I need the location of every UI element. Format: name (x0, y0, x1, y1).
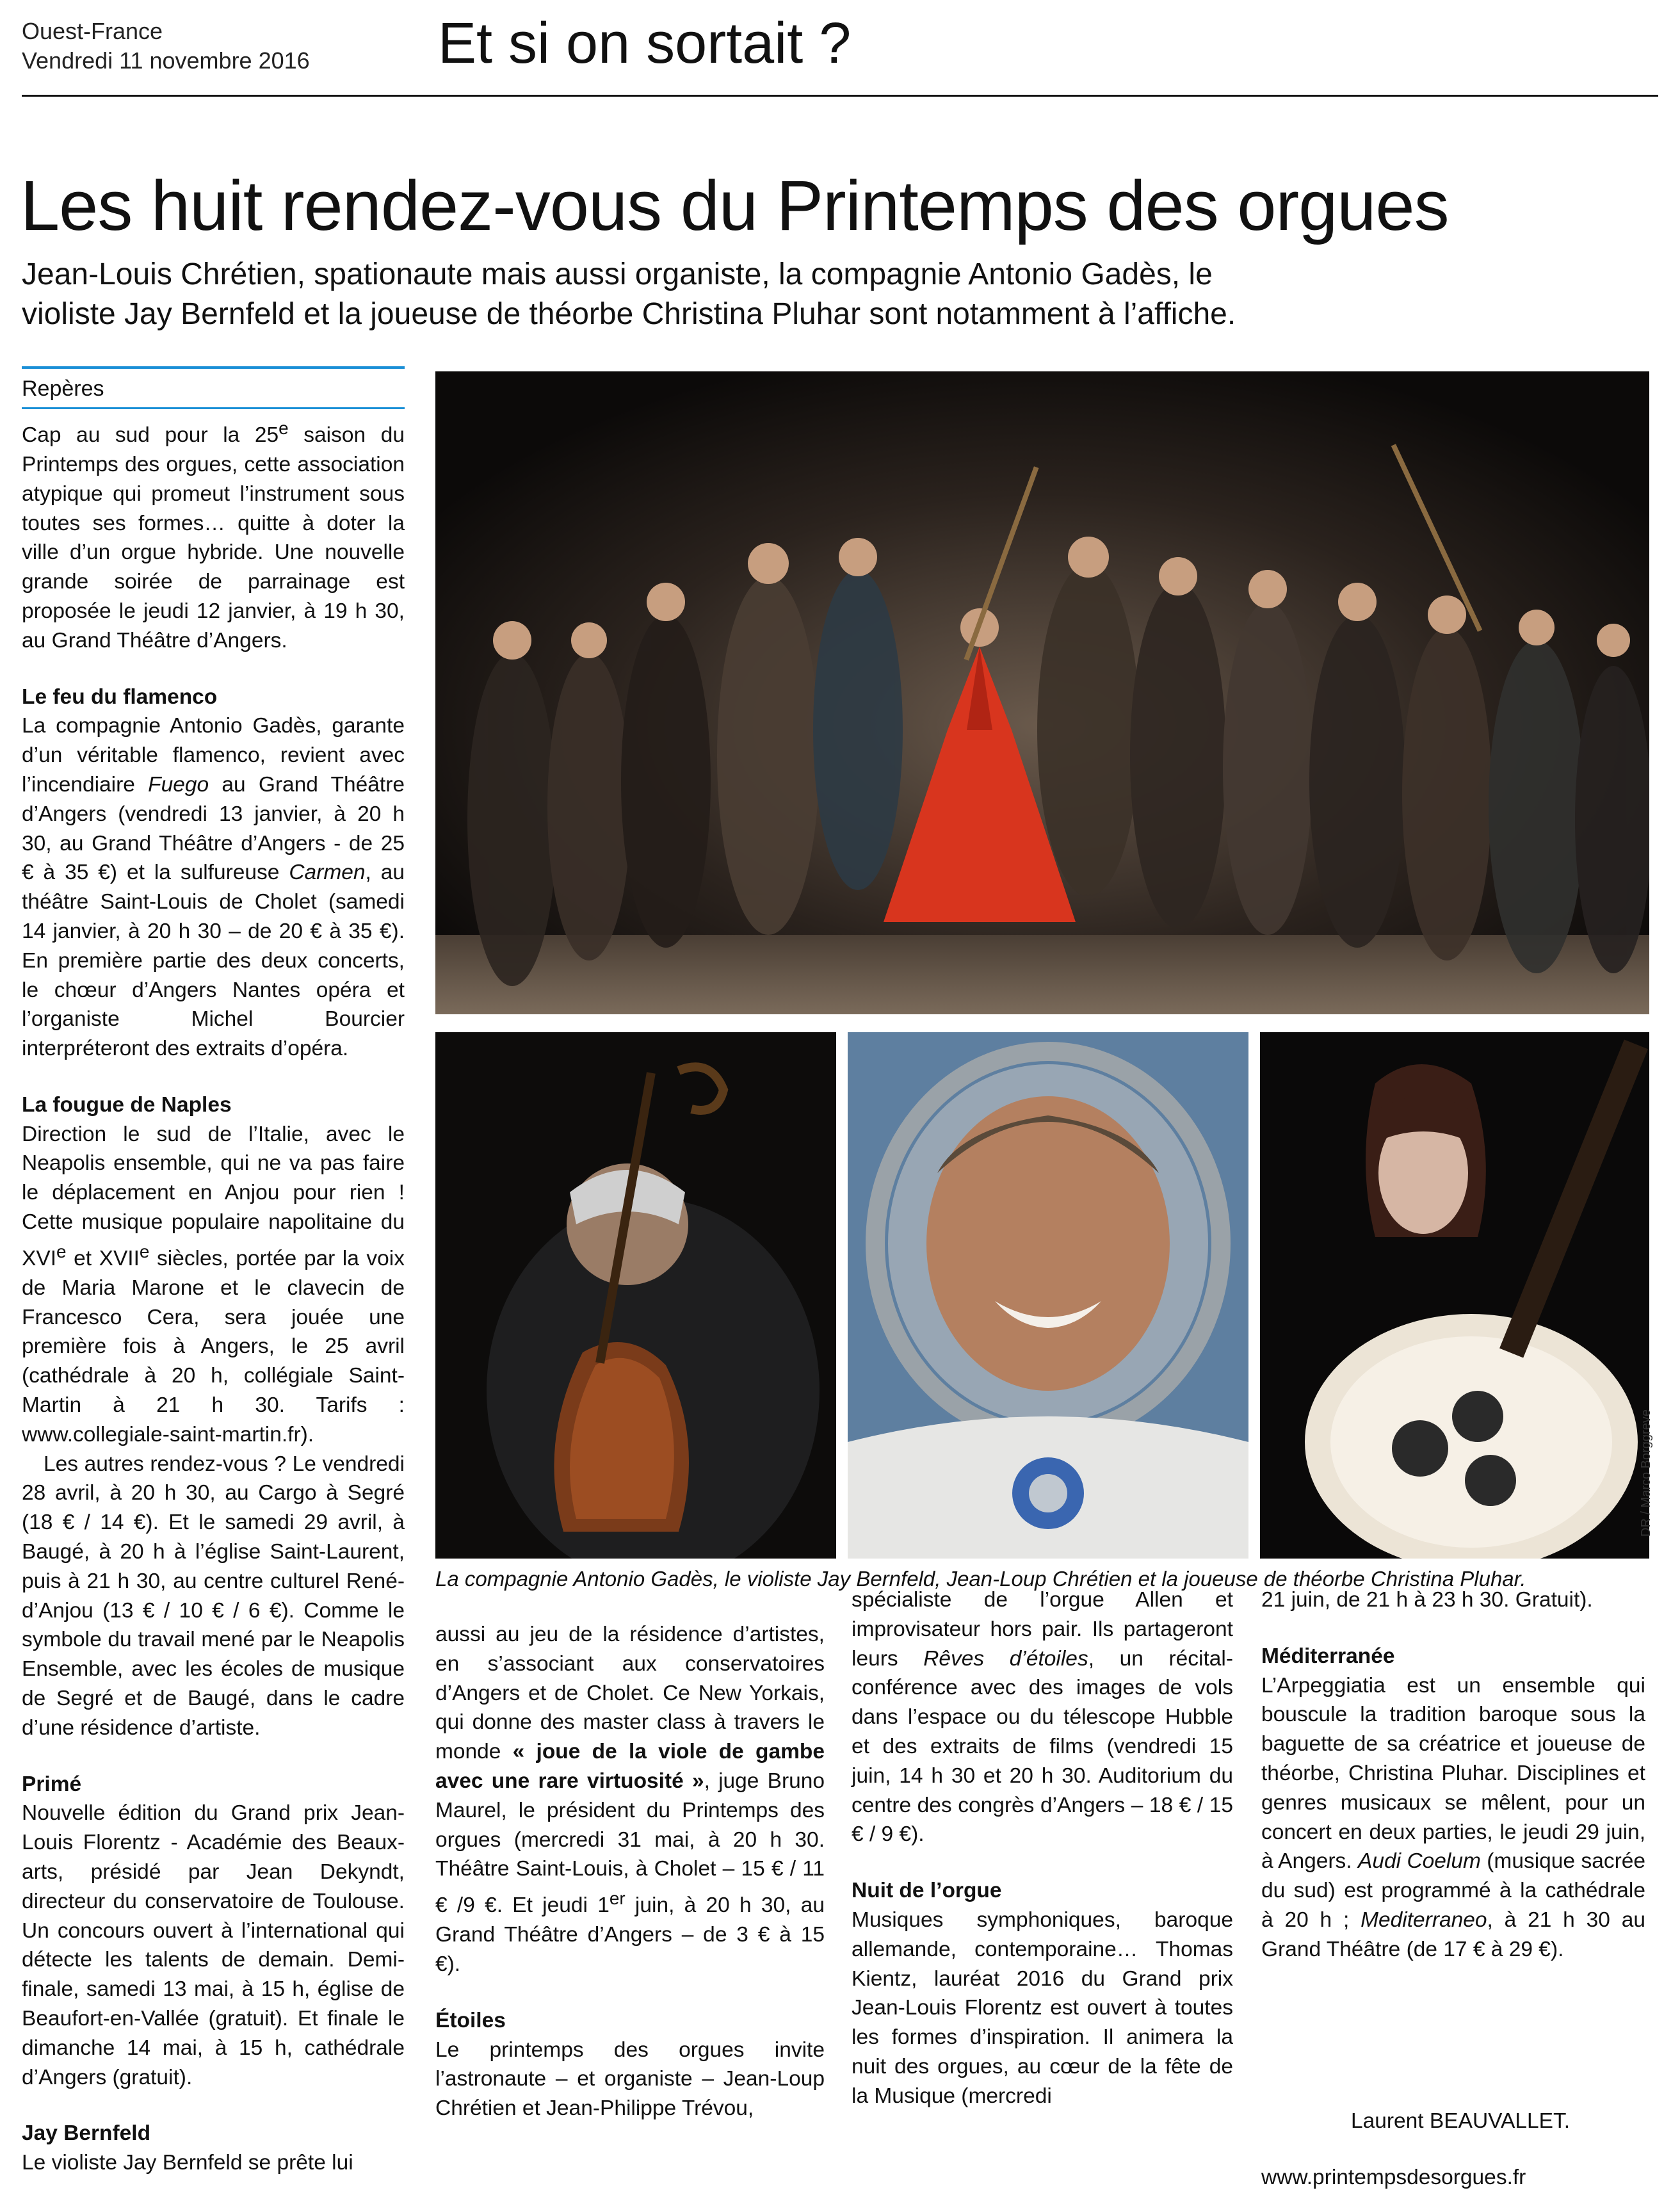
reperes-paragraph: Cap au sud pour la 25e saison du Printemps des orgues, cette association atypique qui promeut l’instrument sous toutes ses formes… quitte à doter la ville d’un orgue hybride. Une nouvelle grande soirée de parrainage est proposée le jeudi 12 janvier, à 19 h 30, au Grand Théâtre d’Angers. (22, 418, 405, 652)
bernfeld-photo-illustration (435, 1032, 836, 1559)
website-link[interactable]: www.printempsdesorgues.fr (1261, 2166, 1526, 2189)
etoiles-heading: Étoiles (435, 2008, 506, 2032)
mediterranee-heading: Méditerranée (1261, 1644, 1395, 1668)
publication-name: Ouest-France (22, 18, 163, 44)
bernfeld-heading: Jay Bernfeld (22, 2121, 151, 2146)
bernfeld-photo (435, 1032, 836, 1559)
section-rubric: Et si on sortait ? (438, 12, 852, 76)
chretien-photo-illustration (848, 1032, 1248, 1559)
naples-paragraph-2: Les autres rendez-vous ? Le vendredi 28 avril, à 20 h 30, au Cargo à Segré (18 € / 14 €). Et le samedi 29 avril, à Baugé, à 20 h à l’église Saint-Laurent, puis à 21 h 30, au centre culturel René-d’Anjou (13 € / 10 € / 6 €). Comme le symbole du travail mené par le Neapolis Ensemble, avec les écoles de musique de Segré et de Baugé, dans le cadre d’une résidence d’artiste. (22, 1452, 405, 1740)
etoiles-paragraph-start: Le printemps des orgues invite l’astronaute – et organiste – Jean-Loup Chrétien et Jean-Philippe Trévou, (435, 2038, 825, 2121)
pluhar-photo (1260, 1032, 1649, 1559)
flamenco-photo (435, 371, 1649, 1014)
article-title: Les huit rendez-vous du Printemps des orgues (20, 166, 1449, 245)
nuit-paragraph-continued: 21 juin, de 21 h à 23 h 30. Gratuit). (1261, 1588, 1593, 1612)
flamenco-paragraph: La compagnie Antonio Gadès, garante d’un véritable flamenco, revient avec l’incendiaire Fuego au Grand Théâtre d’Angers (vendredi 13 janvier, à 20 h 30, au Grand Théâtre d’Angers - de 25 € à 35 €) et la sulfureuse Carmen, au théâtre Saint-Louis de Cholet (samedi 14 janvier, à 20 h 30 – de 20 € à 35 €). En première partie des deux concerts, le chœur d’Angers Nantes opéra et l’organiste Michel Bourcier interpréteront des extraits d’opéra. (22, 714, 405, 1061)
publication-date: Vendredi 11 novembre 2016 (22, 47, 310, 74)
flamenco-photo-illustration (435, 371, 1649, 1014)
author-byline: Laurent BEAUVALLET. (1351, 2109, 1571, 2133)
column-2 (435, 1620, 825, 2123)
header-rule (22, 95, 1658, 97)
photo-credit: DR / Marco Borggreve (1639, 1409, 1653, 1537)
column-3 (852, 1585, 1233, 2111)
reperes-label: Repères (22, 377, 104, 401)
reperes-bottom-rule (22, 407, 405, 409)
etoiles-paragraph-continued: spécialiste de l’orgue Allen et improvisateur hors pair. Ils partageront leurs Rêves d’étoiles, un récital-conférence avec des images de vols dans l’espace ou du télescope Hubble et des extraits de films (vendredi 15 juin, 14 h 30 et 20 h 30. Auditorium du centre des congrès d’Angers – 18 € / 15 € / 9 €). (852, 1588, 1234, 1847)
bernfeld-paragraph-continued: aussi au jeu de la résidence d’artistes, en s’associant aux conservatoires d’Angers et de Cholet. Ce New Yorkais, qui donne des master class à travers le monde « joue de la viole de gambe avec une rare virtuosité », juge Bruno Maurel, le président du Printemps des orgues (mercredi 31 mai, à 20 h 30. Théâtre Saint-Louis, à Cholet – 15 € / 11 € /9 €. Et jeudi 1er juin, à 20 h 30, au Grand Théâtre d’Angers – de 3 € à 15 €). (435, 1623, 825, 1976)
reperes-top-rule (22, 366, 405, 369)
left-column (22, 414, 405, 2178)
naples-paragraph: Direction le sud de l’Italie, avec le Neapolis ensemble, qui ne va pas faire le déplacement en Anjou pour rien ! Cette musique populaire napolitaine du XVIe et XVIIe siècles, portée par la voix de Maria Marone et le clavecin de Francesco Cera, sera jouée une première fois à Angers, le 25 avril (cathédrale à 20 h, collégiale Saint-Martin à 21 h 30. Tarifs : www.collegiale-saint-martin.fr). (22, 1122, 405, 1446)
prime-heading: Primé (22, 1772, 82, 1796)
flamenco-heading: Le feu du flamenco (22, 685, 218, 709)
article-deck: Jean-Louis Chrétien, spationaute mais aussi organiste, la compagnie Antonio Gadès, le violiste Jay Bernfeld et la joueuse de théorbe Christina Pluhar sont notamment à l’affiche. (22, 257, 1236, 331)
pluhar-photo-illustration (1260, 1032, 1649, 1559)
naples-heading: La fougue de Naples (22, 1092, 232, 1117)
bernfeld-paragraph-start: Le violiste Jay Bernfeld se prête lui (22, 2151, 353, 2175)
nuit-heading: Nuit de l’orgue (852, 1879, 1002, 1903)
column-4 (1261, 1585, 1645, 1965)
photo-caption: La compagnie Antonio Gadès, le violiste Jay Bernfeld, Jean-Loup Chrétien et la joueuse de théorbe Christina Pluhar. (435, 1567, 1526, 1591)
prime-paragraph: Nouvelle édition du Grand prix Jean-Louis Florentz - Académie des Beaux-arts, présidé par Jean Dekyndt, directeur du conservatoire de Toulouse. Un concours ouvert à l’international qui détecte les talents de demain. Demi-finale, samedi 13 mai, à 15 h, église de Beaufort-en-Vallée (gratuit). Et finale le dimanche 14 mai, à 15 h, cathédrale d’Angers (gratuit). (22, 1801, 405, 2089)
masthead (22, 17, 310, 76)
chretien-photo (848, 1032, 1248, 1559)
mediterranee-paragraph: L’Arpeggiatia est un ensemble qui bouscule la tradition baroque sous la baguette de sa créatrice et joueuse de théorbe, Christina Pluhar. Disciplines et genres musicaux se mêlent, pour un concert en deux parties, le jeudi 29 juin, à Angers. Audi Coelum (musique sacrée du sud) est programmé à la cathédrale à 20 h ; Mediterraneo, à 21 h 30 au Grand Théâtre (de 17 € à 29 €). (1261, 1673, 1645, 1961)
nuit-paragraph-start: Musiques symphoniques, baroque allemande, contemporaine… Thomas Kientz, lauréat 2016 du Grand prix Jean-Louis Florentz est ouvert à toutes les formes d’inspiration. Il animera la nuit des orgues, au cœur de la fête de la Musique (mercredi (852, 1908, 1233, 2108)
